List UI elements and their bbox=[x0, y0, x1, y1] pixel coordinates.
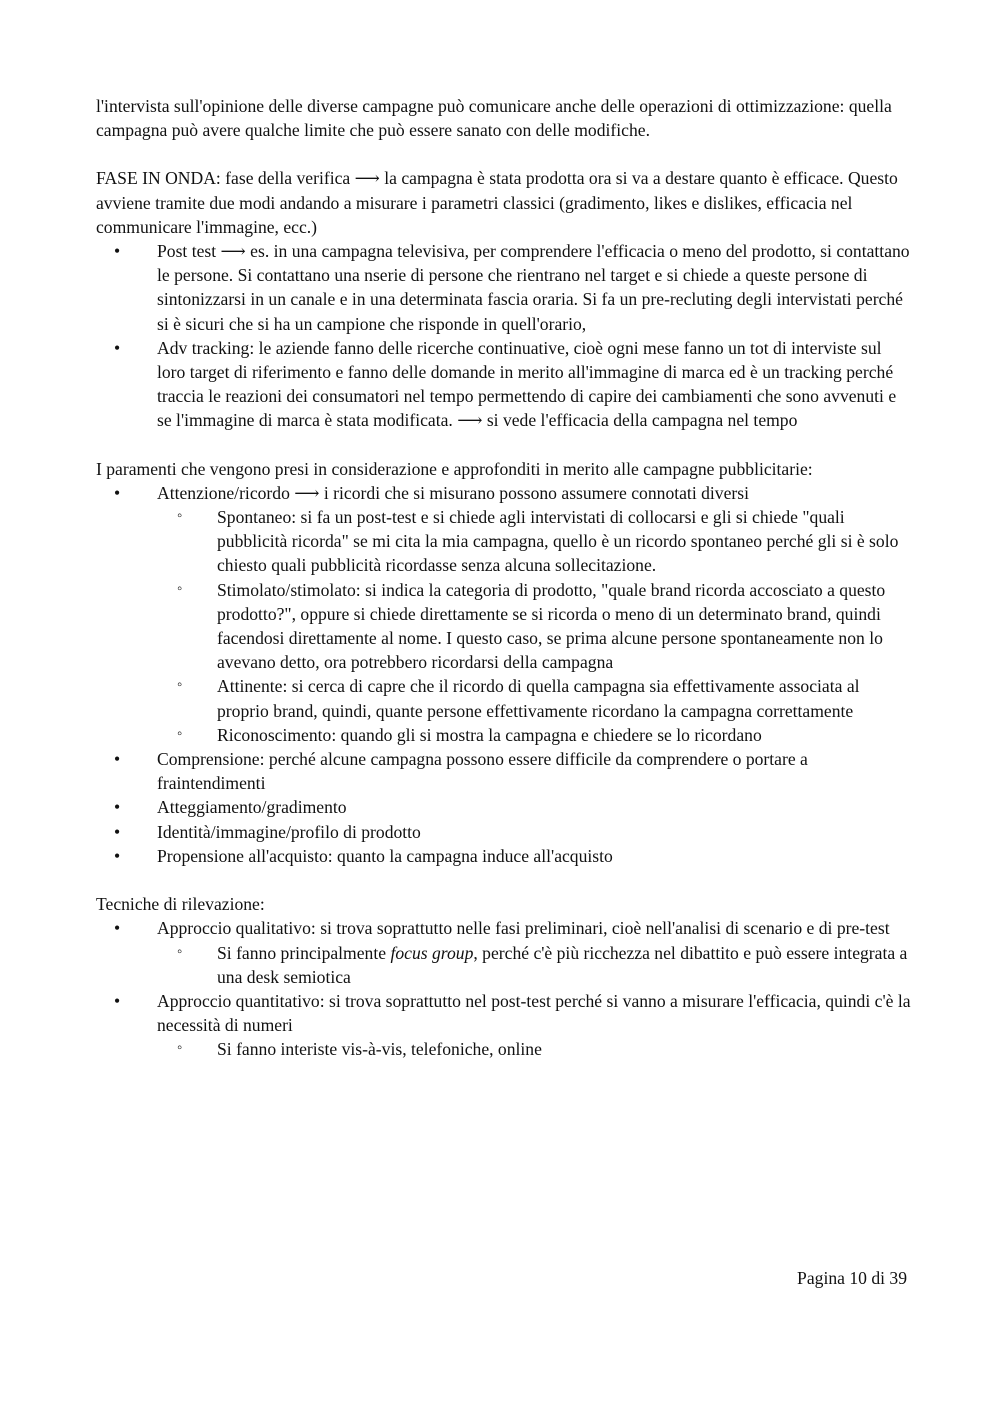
recall-types-list bbox=[157, 505, 911, 747]
sub-bullet-icon: ◦ bbox=[177, 508, 183, 525]
sub-list-item: ◦ Si fanno principalmente focus group, perché c'è più ricchezza nel dibattito e può essere integrata a una desk semiotica bbox=[157, 941, 911, 989]
techniques-list bbox=[96, 916, 911, 1061]
sub-bullet-icon: ◦ bbox=[177, 677, 183, 694]
bullet-icon: • bbox=[114, 845, 121, 866]
parameters-list bbox=[96, 481, 911, 868]
bullet-icon: • bbox=[114, 241, 121, 262]
sub-bullet-icon: ◦ bbox=[177, 943, 183, 960]
document-page bbox=[96, 94, 911, 1062]
spacer bbox=[96, 433, 911, 457]
quantitative-sub-list bbox=[157, 1037, 911, 1061]
list-item: • Propensione all'acquisto: quanto la campagna induce all'acquisto bbox=[96, 844, 911, 868]
bullet-icon: • bbox=[114, 482, 121, 503]
list-item: • Adv tracking: le aziende fanno delle ricerche continuative, cioè ogni mese fanno un tot di interviste sul loro target di riferimento e fanno delle domande in merito all'immagine di marca ed è un tracking perché traccia le reazioni dei consumatori nel tempo permettendo di capire dei cambiamenti che sono avvenuti e se l'immagine di marca è stata modificata. ⟶ si vede l'efficacia della campagna nel tempo bbox=[114, 337, 897, 431]
bullet-icon: • bbox=[114, 337, 121, 358]
list-item: • Attenzione/ricordo ⟶ i ricordi che si misurano possono assumere connotati diversi ◦ Spontaneo: si fa un post-test e si chiede agli intervistati di collocarsi e gli si chiede "quali pubblicità ricorda" se mi cita la mia campagna, quello è un ricordo spontaneo perché gli si è solo chiesto quali pubblicità ricordasse senza alcuna sollecitazione. ◦ Stimolato/stimolato: si indica la categoria di prodotto, "quale brand ricorda accosciato a questo prodotto?", oppure si chiede direttamente se si ricorda o meno di un determinato brand, quindi facendosi direttamente al nome. I questo caso, se prima alcune persone spontaneamente non lo avevano detto, ora potrebbero ricordarsi della campagna ◦ Attinente: si cerca di capre che il ricordo di quella campagna sia effettivamente associata al proprio brand, quindi, quante persone effettivamente ricordano la campagna correttamente ◦ Riconoscimento: quando gli si mostra la campagna e chiedere se lo ricordano bbox=[96, 481, 911, 747]
qualitative-sub-list bbox=[157, 941, 911, 989]
sub-bullet-icon: ◦ bbox=[177, 580, 183, 597]
fase-in-onda-paragraph: FASE IN ONDA: fase della verifica ⟶ la campagna è stata prodotta ora si va a destare quanto è efficace. Questo avviene tramite due modi andando a misurare i parametri classici (gradimento, likes e dislikes, efficacia nel communicare l'immagine, ecc.) bbox=[96, 168, 898, 237]
list-item: • Post test ⟶ es. in una campagna televisiva, per comprendere l'efficacia o meno del prodotto, si contattano le persone. Si contattano una nserie di persone che rientrano nel target e si chiede a queste persone di sintonizzarsi in un canale e in una determinata fascia oraria. Si fa un pre-recluting degli intervistati perché si è sicuri che si ha un campione che risponde in quell'orario, bbox=[114, 241, 910, 334]
techniques-heading: Tecniche di rilevazione: bbox=[96, 894, 265, 915]
list-item: • Atteggiamento/gradimento bbox=[96, 795, 911, 819]
list-item: • Approccio quantitativo: si trova soprattutto nel post-test perché si vanno a misurare l'efficacia, quindi c'è la necessità di numeri ◦ Si fanno interiste vis-à-vis, telefoniche, online bbox=[96, 989, 911, 1062]
list-item: • Comprensione: perché alcune campagna possono essere difficile da comprendere o portare a fraintendimenti bbox=[114, 749, 808, 794]
parameters-paragraph: I paramenti che vengono presi in considerazione e approfonditi in merito alle campagne pubblicitarie: bbox=[96, 458, 813, 479]
spacer bbox=[96, 142, 911, 166]
sub-list-item: ◦ Attinente: si cerca di capre che il ricordo di quella campagna sia effettivamente associata al proprio brand, quindi, quante persone effettivamente ricordano la campagna correttamente bbox=[157, 674, 911, 722]
emphasis-text: focus group bbox=[390, 942, 474, 963]
bullet-icon: • bbox=[114, 990, 121, 1011]
spacer bbox=[96, 868, 911, 892]
bullet-icon: • bbox=[114, 918, 121, 939]
verification-methods-list bbox=[96, 239, 911, 433]
sub-list-item: ◦ Riconoscimento: quando gli si mostra la campagna e chiedere se lo ricordano bbox=[157, 723, 911, 747]
sub-list-item: ◦ Spontaneo: si fa un post-test e si chiede agli intervistati di collocarsi e gli si chiede "quali pubblicità ricorda" se mi cita la mia campagna, quello è un ricordo spontaneo perché gli si è solo chiesto quali pubblicità ricordasse senza alcuna sollecitazione. bbox=[157, 505, 911, 578]
list-item: • Approccio qualitativo: si trova soprattutto nelle fasi preliminari, cioè nell'analisi di scenario e di pre-test ◦ Si fanno principalmente focus group, perché c'è più ricchezza nel dibattito e può essere integrata a una desk semiotica bbox=[96, 916, 911, 989]
intro-paragraph: l'intervista sull'opinione delle diverse campagne può comunicare anche delle operazioni di ottimizzazione: quella campagna può avere qualche limite che può essere sanato con delle modifiche. bbox=[96, 96, 892, 141]
bullet-icon: • bbox=[114, 749, 121, 770]
bullet-icon: • bbox=[114, 821, 121, 842]
sub-list-item: ◦ Si fanno interiste vis-à-vis, telefoniche, online bbox=[157, 1037, 911, 1061]
sub-list-item: ◦ Stimolato/stimolato: si indica la categoria di prodotto, "quale brand ricorda accosciato a questo prodotto?", oppure si chiede direttamente se si ricorda o meno di un determinato brand, quindi facendosi direttamente al nome. I questo caso, se prima alcune persone spontaneamente non lo avevano detto, ora potrebbero ricordarsi della campagna bbox=[157, 578, 911, 675]
page-number: Pagina 10 di 39 bbox=[797, 1268, 907, 1288]
bullet-icon: • bbox=[114, 797, 121, 818]
list-item: • Identità/immagine/profilo di prodotto bbox=[96, 820, 911, 844]
sub-bullet-icon: ◦ bbox=[177, 1040, 183, 1057]
sub-bullet-icon: ◦ bbox=[177, 725, 183, 742]
